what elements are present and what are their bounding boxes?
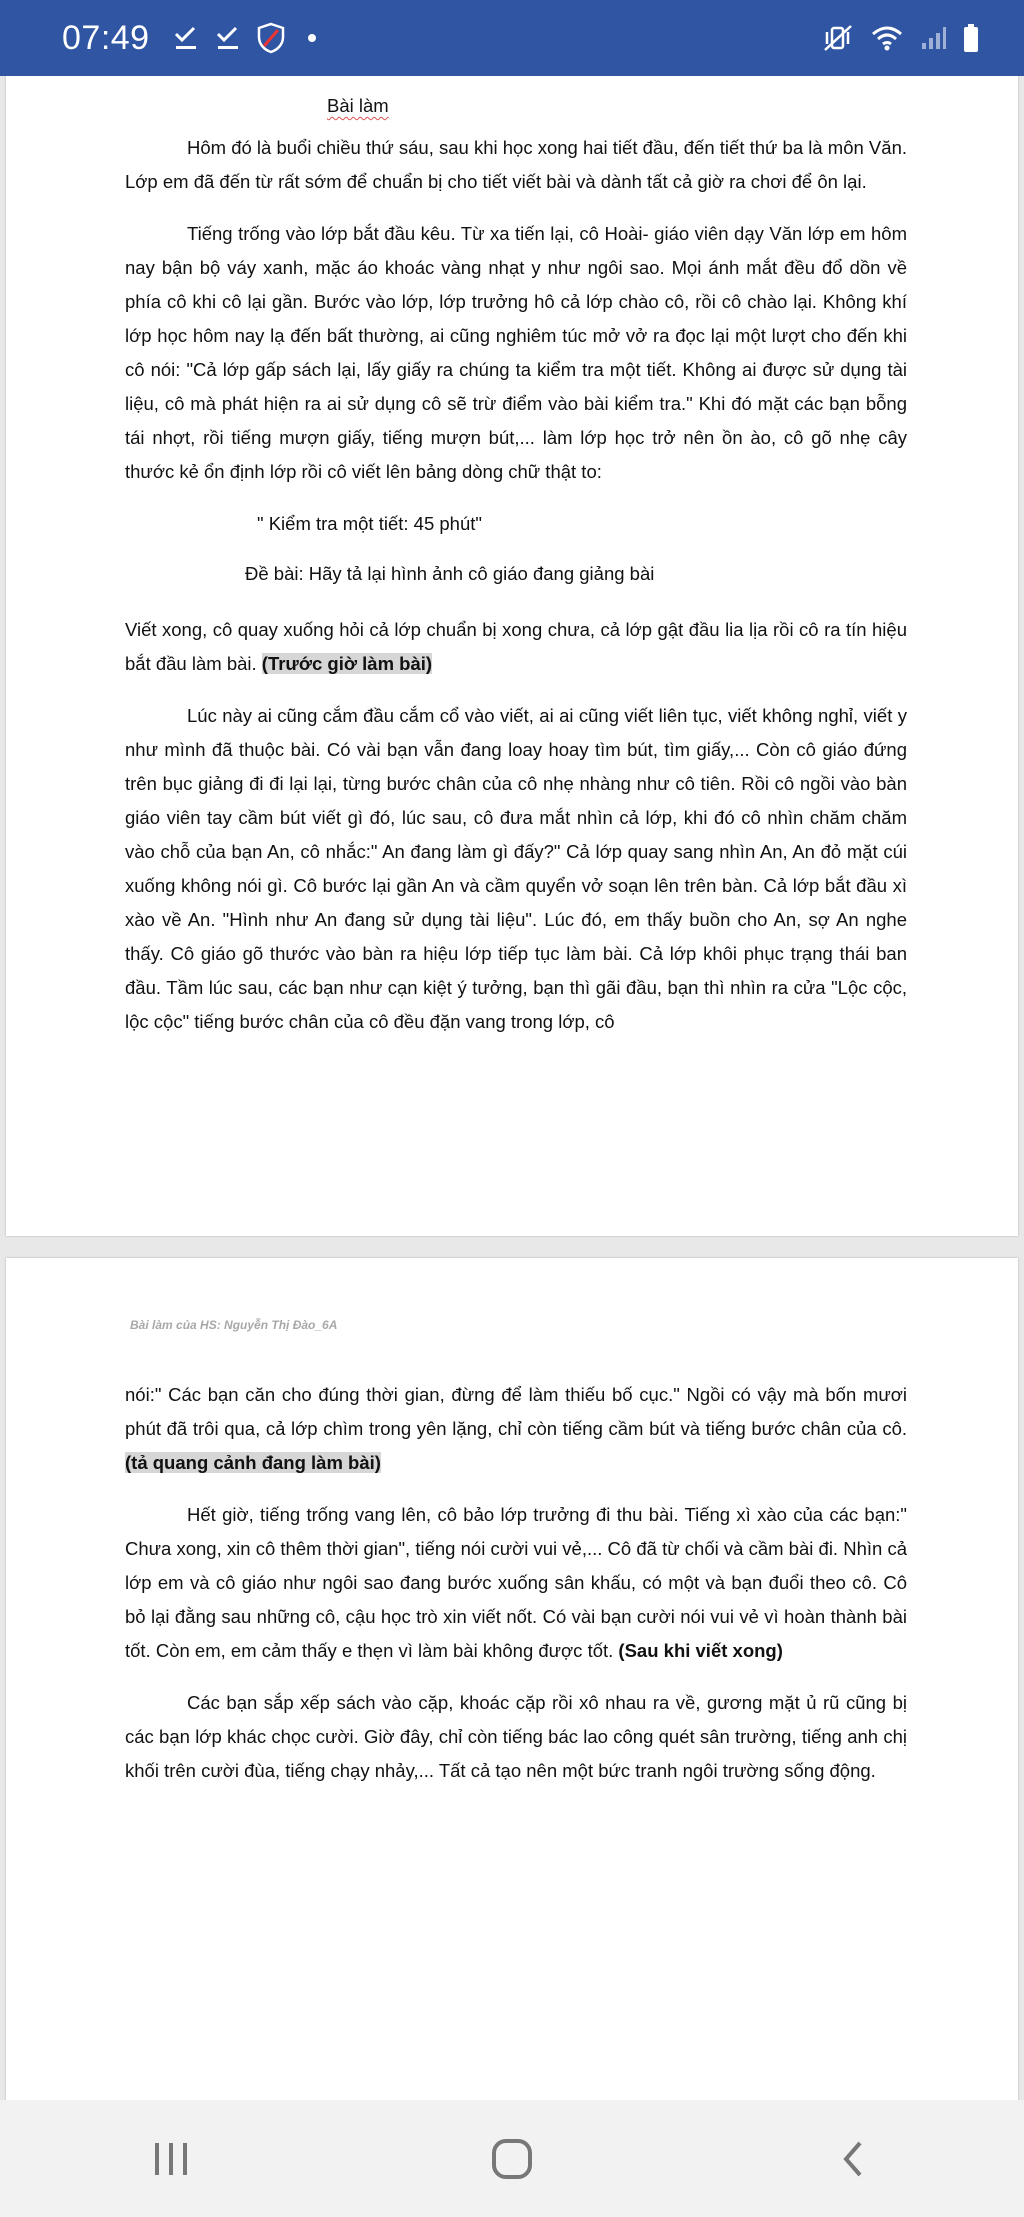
battery-icon	[962, 23, 980, 53]
recent-apps-button[interactable]	[131, 2119, 211, 2199]
paragraph: Hết giờ, tiếng trống vang lên, cô bảo lớp trưởng đi thu bài. Tiếng xì xào của các bạn:" Chưa xong, xin cô thêm thời gian", tiếng nói cười vui vẻ,... Cô đã từ chối và cầm bài đi. Nhìn cả lớp em và cô giáo như ngôi sao đang bước xuống sân khấu, có một và bạn đuổi theo cô. Cô bỏ lại đằng sau những cô, cậu học trò xin viết nốt. Có vài bạn cười nói vui vẻ vì hoàn thành bài tốt. Còn em, em cảm thấy e thẹn vì làm bài không được tốt. (Sau khi viết xong)	[125, 1504, 907, 1661]
document-viewer[interactable]	[0, 76, 1024, 2100]
assignment-line: Đề bài: Hãy tả lại hình ảnh cô giáo đang giảng bài	[245, 563, 655, 584]
essay-title: Bài làm	[327, 95, 389, 116]
paragraph: Lúc này ai cũng cắm đầu cắm cổ vào viết, ai ai cũng viết liên tục, viết không nghỉ, viết y như mình đã thuộc bài. Có vài bạn vẫn đang loay hoay tìm bút, tìm giấy,... Còn cô giáo đứng trên bục giảng đi đi lại lại, từng bước chân của cô nhẹ nhàng như cô tiên. Rồi cô ngồi vào bàn giáo viên tay cầm bút viết gì đó, lúc sau, cô đưa mắt nhìn cả lớp, khi đó cô nhìn chăm chăm vào chỗ của bạn An, cô nhắc:" An đang làm gì đấy?" Cả lớp quay sang nhìn An, An đỏ mặt cúi xuống không nói gì. Cô bước lại gần An và cầm quyển vở soạn lên trên bàn. Cả lớp bắt đầu xì xào về An. "Hình như An đang sử dụng tài liệu". Lúc đó, em thấy buồn cho An, sợ An nghe thấy. Cô giáo gõ thước vào bàn ra hiệu lớp tiếp tục làm bài. Cả lớp khôi phục trạng thái ban đầu. Tầm lúc sau, các bạn như cạn kiệt ý tưởng, bạn thì gãi đầu, bạn thì nhìn ra cửa "Lộc cộc, lộc cộc" tiếng bước chân của cô đều đặn vang trong lớp, cô	[125, 705, 907, 1032]
page-1-content	[125, 89, 907, 1057]
paragraph: Tiếng trống vào lớp bắt đầu kêu. Từ xa tiến lại, cô Hoài- giáo viên dạy Văn lớp em hôm nay bận bộ váy xanh, mặc áo khoác vàng nhạt y như ngôi sao. Mọi ánh mắt đều đổ dồn về phía cô khi cô lại gần. Bước vào lớp, lớp trưởng hô cả lớp chào cô, rồi cô chào lại. Không khí lớp học hôm nay lạ đến bất thường, ai cũng nghiêm túc mở vở ra đọc lại một lượt cho đến khi cô nói: "Cả lớp gấp sách lại, lấy giấy ra chúng ta kiểm tra một tiết. Không ai được sử dụng tài liệu, cô mà phát hiện ra ai sử dụng cô sẽ trừ điểm vào bài kiểm tra." Khi đó mặt các bạn bỗng tái nhợt, rồi tiếng mượn giấy, tiếng mượn bút,... làm lớp học trở nên ồn ào, cô gõ nhẹ cây thước kẻ ổn định lớp rồi cô viết lên bảng dòng chữ thật to:	[125, 223, 907, 482]
page-header-note: Bài làm của HS: Nguyễn Thị Đào_6A	[130, 1318, 338, 1332]
shield-blocked-icon	[256, 22, 286, 54]
section-label-highlight: (Trước giờ làm bài)	[261, 653, 433, 674]
signal-icon	[920, 25, 946, 51]
paragraph: Viết xong, cô quay xuống hỏi cả lớp chuẩn bị xong chưa, cả lớp gật đầu lia lịa rồi cô ra tín hiệu bắt đầu làm bài. (Trước giờ làm bài)	[125, 619, 907, 674]
section-label-highlight: (tả quang cảnh đang làm bài)	[125, 1452, 381, 1473]
navigation-bar	[0, 2100, 1024, 2217]
back-button[interactable]	[813, 2119, 893, 2199]
home-icon	[491, 2138, 533, 2180]
section-label-bold: (Sau khi viết xong)	[618, 1640, 783, 1661]
quote-line: " Kiểm tra một tiết: 45 phút"	[257, 513, 482, 534]
document-page-2	[6, 1258, 1018, 2100]
document-page-1	[6, 76, 1018, 1236]
paragraph: Các bạn sắp xếp sách vào cặp, khoác cặp rồi xô nhau ra về, gương mặt ủ rũ cũng bị các bạn lớp khác chọc cười. Giờ đây, chỉ còn tiếng bác lao công quét sân trường, tiếng anh chị khối trên cười đùa, tiếng chạy nhảy,... Tất cả tạo nên một bức tranh ngôi trường sống động.	[125, 1692, 907, 1781]
wifi-icon	[870, 24, 904, 52]
status-time: 07:49	[62, 18, 150, 57]
check-download-icon	[214, 24, 242, 52]
home-button[interactable]	[472, 2119, 552, 2199]
paragraph: nói:" Các bạn căn cho đúng thời gian, đừng để làm thiếu bố cục." Ngồi có vậy mà bốn mươi phút đã trôi qua, cả lớp chìm trong yên lặng, chỉ còn tiếng cầm bút và tiếng bước chân của cô. (tả quang cảnh đang làm bài)	[125, 1384, 907, 1473]
status-bar	[0, 0, 1024, 76]
vibrate-mute-icon	[822, 23, 854, 53]
recent-apps-icon	[151, 2141, 191, 2177]
dot-icon	[308, 34, 316, 42]
check-download-icon	[172, 24, 200, 52]
page-2-content	[125, 1378, 907, 1806]
back-icon	[838, 2139, 868, 2179]
paragraph: Hôm đó là buổi chiều thứ sáu, sau khi học xong hai tiết đầu, đến tiết thứ ba là môn Văn. Lớp em đã đến từ rất sớm để chuẩn bị cho tiết viết bài và dành tất cả giờ ra chơi để ôn lại.	[125, 137, 907, 192]
